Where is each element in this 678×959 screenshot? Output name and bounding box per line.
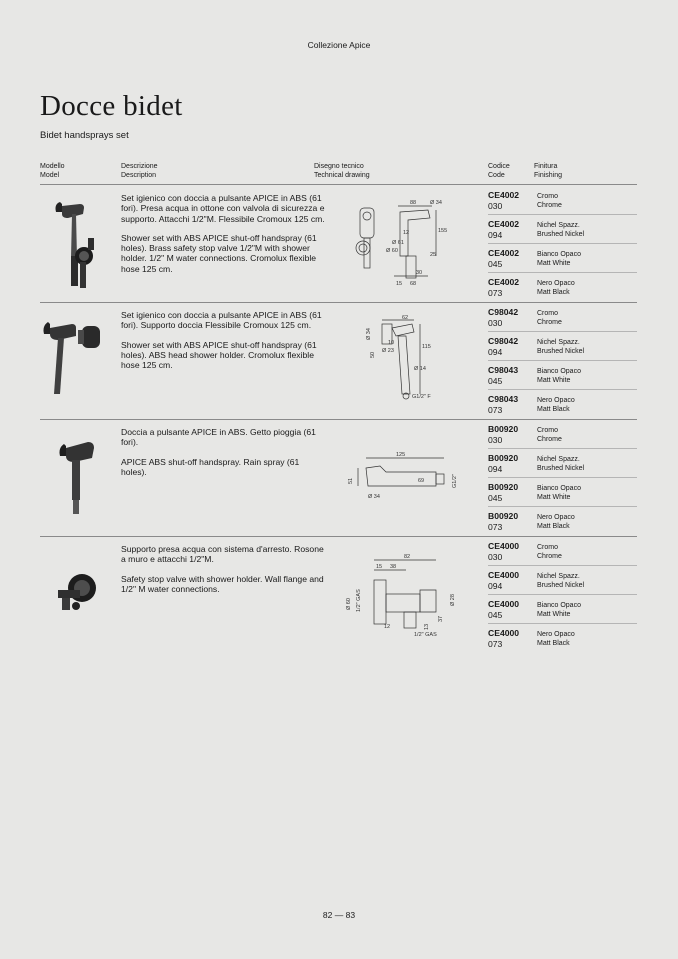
finish-label: Nichel Spazz. Brushed Nickel bbox=[537, 222, 585, 238]
technical-drawing bbox=[344, 550, 460, 640]
finish-label: Cromo Chrome bbox=[537, 193, 562, 209]
table-header-rule bbox=[40, 184, 637, 185]
product-code: B00920 094 bbox=[488, 453, 519, 474]
variant-divider bbox=[488, 389, 637, 390]
variant-divider bbox=[488, 594, 637, 595]
finish-label: Cromo Chrome bbox=[537, 310, 562, 326]
finish-label: Nero Opaco Matt Black bbox=[537, 397, 575, 413]
dim-label: 88 bbox=[410, 200, 417, 206]
dim-label: Ø 23 bbox=[382, 348, 394, 354]
column-header-drawing: Disegno tecnico Technical drawing bbox=[314, 163, 370, 179]
variant-divider bbox=[488, 214, 637, 215]
product-code: CE4000 045 bbox=[488, 599, 520, 620]
column-header-finish: Finitura Finishing bbox=[534, 163, 563, 179]
dim-label: 25 bbox=[430, 252, 437, 258]
finish-label: Nero Opaco Matt Black bbox=[537, 514, 575, 530]
dim-label: 38 bbox=[390, 564, 397, 570]
dim-label: Ø 14 bbox=[414, 366, 426, 372]
technical-drawing bbox=[350, 196, 450, 292]
dim-label: Ø 61 bbox=[392, 240, 404, 246]
variant-divider bbox=[488, 243, 637, 244]
dim-label: G1/2" bbox=[452, 474, 458, 488]
row-divider bbox=[40, 536, 637, 537]
technical-drawing bbox=[362, 314, 446, 406]
finish-label: Bianco Opaco Matt White bbox=[537, 485, 581, 501]
variant-divider bbox=[488, 565, 637, 566]
dim-label: 115 bbox=[422, 344, 431, 350]
dim-label: 30 bbox=[416, 270, 423, 276]
dim-label: 68 bbox=[410, 281, 417, 287]
finish-label: Bianco Opaco Matt White bbox=[537, 251, 581, 267]
row-divider bbox=[40, 419, 637, 420]
column-header-description: Descrizione Description bbox=[121, 163, 158, 179]
product-code: B00920 030 bbox=[488, 424, 519, 445]
dim-label: 37 bbox=[438, 615, 444, 622]
finish-label: Bianco Opaco Matt White bbox=[537, 368, 581, 384]
row-divider bbox=[40, 302, 637, 303]
finish-label: Nichel Spazz. Brushed Nickel bbox=[537, 456, 585, 472]
dim-label: 50 bbox=[370, 351, 376, 358]
dim-label: 10 bbox=[388, 340, 395, 346]
dim-label: 1/2" GAS bbox=[414, 632, 437, 638]
dim-label: Ø 34 bbox=[430, 200, 442, 206]
variant-divider bbox=[488, 477, 637, 478]
product-code: CE4002 073 bbox=[488, 277, 520, 298]
finish-label: Bianco Opaco Matt White bbox=[537, 602, 581, 618]
product-image-shower-set-holder bbox=[42, 318, 108, 406]
dim-label: 12 bbox=[403, 230, 410, 236]
dim-label: 62 bbox=[402, 315, 409, 321]
technical-drawing bbox=[346, 450, 458, 506]
product-description: Set igienico con doccia a pulsante APICE in ABS (61 fori). Presa acqua in ottone con valvola di sicurezza e supporto. Attacchi 1/2"M. Flessibile Cromoux 125 cm. Shower set with ABS APICE shut-off handspray (61 holes). Brass safety stop valve 1/2"M with shower holder. 1/2" M water connections. Cromolux flexible hose 125 cm. bbox=[121, 193, 325, 274]
product-image-shower-set-valve bbox=[50, 198, 110, 296]
product-code: C98043 073 bbox=[488, 394, 519, 415]
finish-label: Cromo Chrome bbox=[537, 427, 562, 443]
page-title: Docce bidet bbox=[40, 90, 183, 122]
dim-label: 13 bbox=[424, 623, 430, 630]
page-subtitle: Bidet handsprays set bbox=[40, 130, 129, 141]
finish-label: Nichel Spazz. Brushed Nickel bbox=[537, 339, 585, 355]
finish-label: Nero Opaco Matt Black bbox=[537, 631, 575, 647]
variant-divider bbox=[488, 448, 637, 449]
dim-label: 69 bbox=[418, 478, 425, 484]
product-code: B00920 073 bbox=[488, 511, 519, 532]
page-numbers: 82 — 83 bbox=[322, 910, 356, 920]
finish-label: Nero Opaco Matt Black bbox=[537, 280, 575, 296]
dim-label: 82 bbox=[404, 554, 411, 560]
column-header-model: Modello Model bbox=[40, 163, 65, 179]
variant-divider bbox=[488, 506, 637, 507]
dim-label: 15 bbox=[396, 281, 403, 287]
column-header-code: Codice Code bbox=[488, 163, 510, 179]
dim-label: G1/2" F bbox=[412, 394, 431, 400]
variant-divider bbox=[488, 272, 637, 273]
dim-label: 12 bbox=[384, 624, 391, 630]
variant-divider bbox=[488, 331, 637, 332]
dim-label: Ø 60 bbox=[346, 598, 352, 610]
product-image-stop-valve bbox=[54, 568, 104, 618]
product-description: Supporto presa acqua con sistema d'arresto. Rosone a muro e attacchi 1/2"M. Safety stop valve with shower holder. Wall flange and 1/2" M water connections. bbox=[121, 544, 324, 594]
dim-label: Ø 60 bbox=[386, 248, 398, 254]
dim-label: 1/2" GAS bbox=[356, 589, 362, 612]
dim-label: Ø 34 bbox=[366, 328, 372, 340]
dim-label: 51 bbox=[348, 477, 354, 484]
product-code: C98042 030 bbox=[488, 307, 519, 328]
product-code: C98042 094 bbox=[488, 336, 519, 357]
dim-label: 155 bbox=[438, 228, 448, 234]
variant-divider bbox=[488, 360, 637, 361]
product-code: C98043 045 bbox=[488, 365, 519, 386]
variant-divider bbox=[488, 623, 637, 624]
product-code: CE4002 045 bbox=[488, 248, 520, 269]
dim-label: Ø 34 bbox=[368, 494, 380, 500]
product-description: Doccia a pulsante APICE in ABS. Getto pioggia (61 fori). APICE ABS shut-off handspray. Rain spray (61 holes). bbox=[121, 427, 316, 477]
finish-label: Cromo Chrome bbox=[537, 544, 562, 560]
dim-label: 125 bbox=[396, 452, 406, 458]
product-code: CE4002 030 bbox=[488, 190, 520, 211]
product-description: Set igienico con doccia a pulsante APICE in ABS (61 fori). Supporto doccia Flessibile Cromoux 125 cm. Shower set with ABS APICE shut-off handspray (61 holes). ABS head shower holder. Cromolux flexible hose 125 cm. bbox=[121, 310, 322, 371]
collection-header: Collezione Apice bbox=[307, 40, 371, 50]
product-code: CE4000 094 bbox=[488, 570, 520, 591]
product-code: CE4000 073 bbox=[488, 628, 520, 649]
finish-label: Nichel Spazz. Brushed Nickel bbox=[537, 573, 585, 589]
product-code: CE4000 030 bbox=[488, 541, 520, 562]
dim-label: 15 bbox=[376, 564, 383, 570]
product-code: CE4002 094 bbox=[488, 219, 520, 240]
product-code: B00920 045 bbox=[488, 482, 519, 503]
dim-label: Ø 28 bbox=[450, 594, 456, 606]
product-image-handspray bbox=[56, 436, 100, 520]
